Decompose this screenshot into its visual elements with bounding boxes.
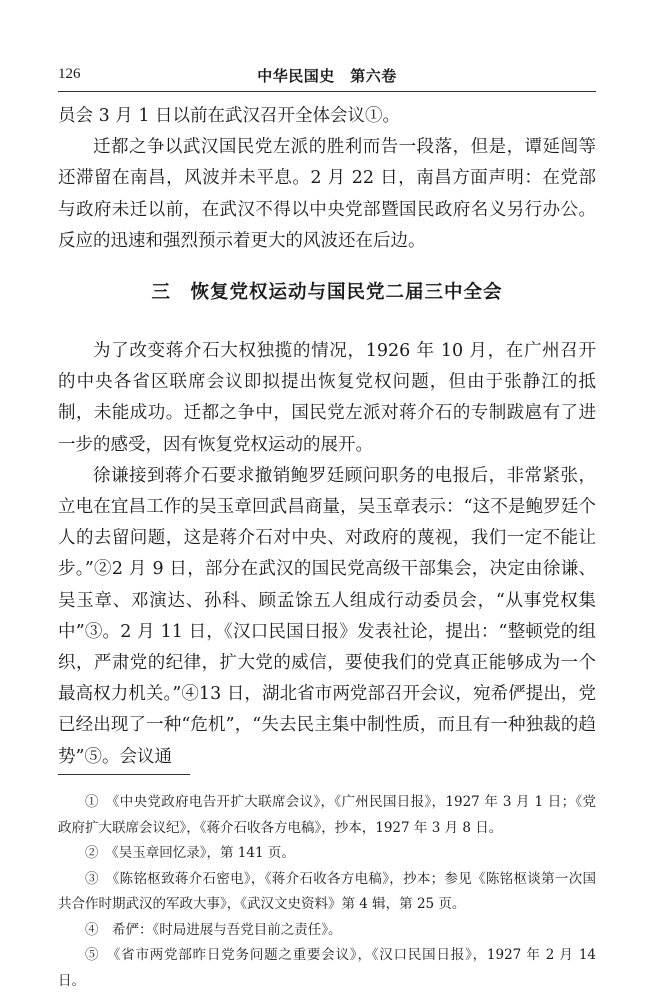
footnote: ③ 《陈铭枢致蒋介石密电》，《蒋介石收各方电稿》，抄本；参见《陈铭枢谈第一次国共合作时期武汉的军政大事》，《武汉文史资料》第 4 辑，第 25 页。 bbox=[58, 870, 596, 912]
footnote: ② 《吴玉章回忆录》，第 141 页。 bbox=[85, 845, 295, 861]
footnote-rule bbox=[58, 774, 190, 775]
footnote: ④ 希俨：《时局进展与吾党目前之责任》。 bbox=[85, 921, 342, 938]
footnote: ⑤ 《省市两党部昨日党务问题之重要会议》，《汉口民国日报》，1927 年 2 月 14 日。 bbox=[58, 947, 596, 989]
page-header bbox=[58, 62, 596, 90]
section-title: 三 恢复党权运动与国民党二届三中全会 bbox=[151, 282, 503, 304]
paragraph: 迁都之争以武汉国民党左派的胜利而告一段落，但是，谭延闿等还滞留在南昌，风波并未平息。2 月 22 日，南昌方面声明：在党部与政府未迁以前，在武汉不得以中央党部暨国民政府名义另行办公。反应的迅速和强烈预示着更大的风波还在后边。 bbox=[58, 137, 596, 251]
header-rule bbox=[58, 91, 596, 92]
paragraph: 为了改变蒋介石大权独揽的情况，1926 年 10 月，在广州召开的中央各省区联席会议即拟提出恢复党权问题，但由于张静江的抵制，未能成功。迁都之争中，国民党左派对蒋介石的专制跋扈有了进一步的感受，因有恢复党权运动的展开。 bbox=[58, 341, 596, 455]
running-title: 中华民国史 第六卷 bbox=[257, 67, 397, 85]
body-text bbox=[58, 101, 596, 773]
footnotes bbox=[58, 790, 596, 994]
page-number: 126 bbox=[58, 66, 81, 82]
footnote: ① 《中央党政府电告开扩大联席会议》，《广州民国日报》，1927 年 3 月 1 日；《党政府扩大联席会议纪》，《蒋介石收各方电稿》，抄本，1927 年 3 月 8 日。 bbox=[58, 794, 596, 836]
paragraph: 徐谦接到蒋介石要求撤销鲍罗廷顾问职务的电报后，非常紧张，立电在宜昌工作的吴玉章回武昌商量，吴玉章表示：“这不是鲍罗廷个人的去留问题，这是蒋介石对中央、对政府的蔑视，我们一定不能让步。”②2 月 9 日，部分在武汉的国民党高级干部集会，决定由徐谦、吴玉章、邓演达、孙科、顾孟馀五人组成行动委员会，“从事党权集中”③。2 月 11 日，《汉口民国日报》发表社论，提出：“整顿党的组织，严肃党的纪律，扩大党的威信，要使我们的党真正能够成为一个最高权力机关。”④13 日，湖北省市两党部召开会议，宛希俨提出，党已经出现了一种“危机”，“失去民主集中制性质，而且有一种独裁的趋势”⑤。会议通 bbox=[58, 465, 596, 767]
paragraph: 员会 3 月 1 日以前在武汉召开全体会议①。 bbox=[58, 106, 401, 126]
